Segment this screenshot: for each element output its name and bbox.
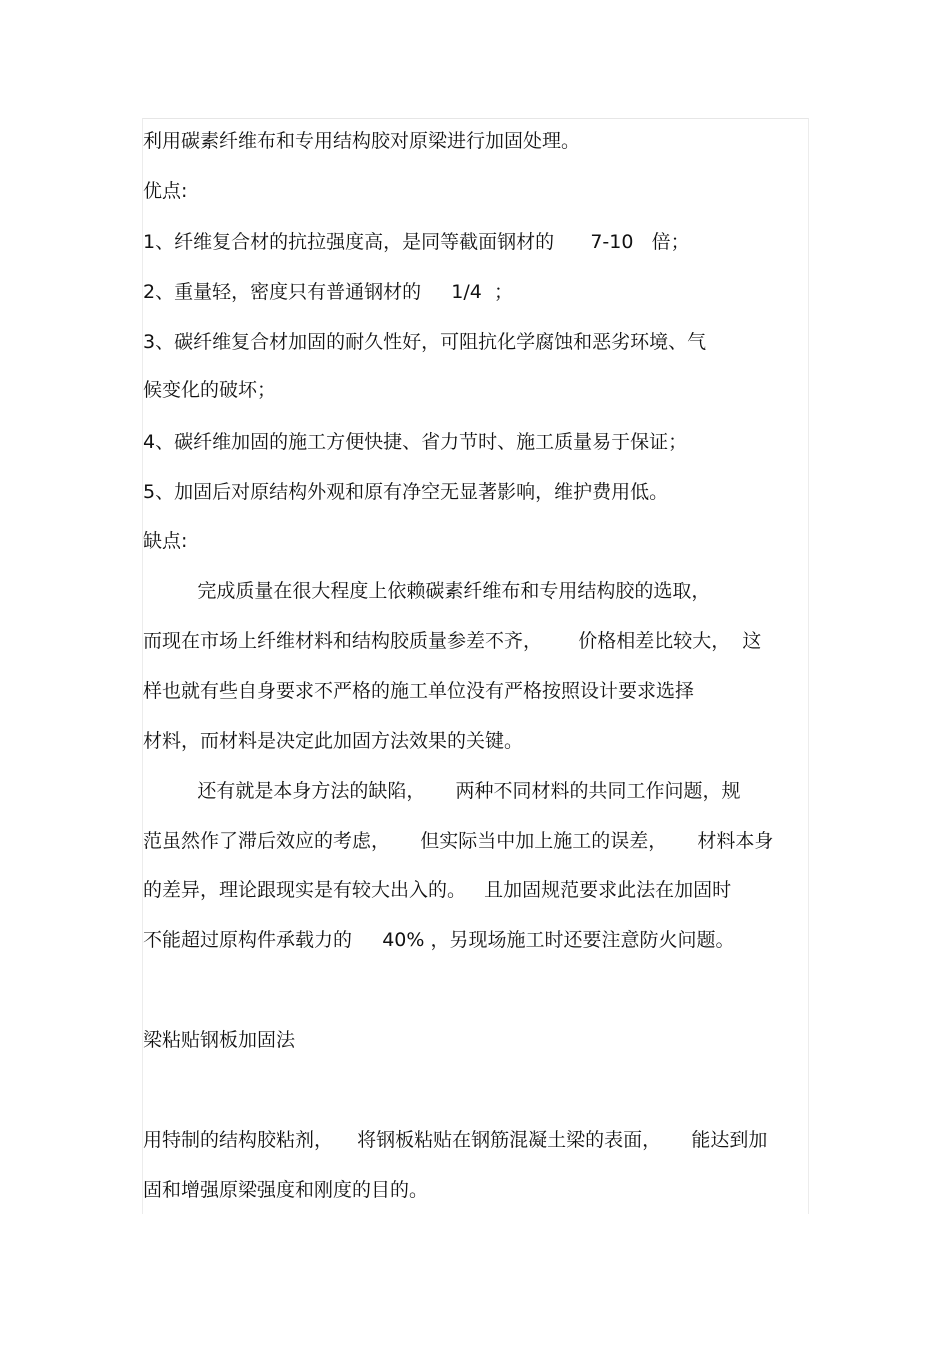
text-line-dis-2a: 还有就是本身方法的缺陷， 两种不同材料的共同工作问题，规: [143, 780, 741, 802]
text-line-adv-1: 1、纤维复合材的抗拉强度高，是同等截面钢材的 7-10 倍；: [143, 231, 690, 253]
text-line-steel-1a: 用特制的结构胶粘剂， 将钢板粘贴在钢筋混凝土梁的表面， 能达到加: [143, 1129, 768, 1151]
text-line-dis-1c: 样也就有些自身要求不严格的施工单位没有严格按照设计要求选择: [143, 680, 695, 702]
text-line-dis-2c: 的差异，理论跟现实是有较大出入的。 且加固规范要求此法在加固时: [143, 879, 732, 901]
text-line-adv-2: 2、重量轻，密度只有普通钢材的 1/4 ；: [143, 281, 513, 303]
text-line-steel-1b: 固和增强原梁强度和刚度的目的。: [143, 1179, 429, 1201]
text-line-adv-3a: 3、碳纤维复合材加固的耐久性好，可阻抗化学腐蚀和恶劣环境、气: [143, 331, 707, 353]
section-title-steel-plate: 梁粘贴钢板加固法: [143, 1029, 296, 1051]
text-line-dis-2d: 不能超过原构件承载力的 40% ，另现场施工时还要注意防火问题。: [143, 929, 735, 951]
text-line-adv-4: 4、碳纤维加固的施工方便快捷、省力节时、施工质量易于保证；: [143, 431, 688, 453]
heading-disadvantages: 缺点:: [143, 530, 188, 552]
text-line-adv-3b: 候变化的破坏；: [143, 379, 277, 401]
text-line-dis-1a: 完成质量在很大程度上依赖碳素纤维布和专用结构胶的选取，: [143, 580, 711, 602]
text-line-adv-5: 5、加固后对原结构外观和原有净空无显著影响，维护费用低。: [143, 481, 669, 503]
text-line-dis-2b: 范虽然作了滞后效应的考虑， 但实际当中加上施工的误差， 材料本身: [143, 830, 774, 852]
heading-advantages: 优点:: [143, 180, 188, 202]
text-line-dis-1d: 材料，而材料是决定此加固方法效果的关键。: [143, 730, 524, 752]
text-line-intro: 利用碳素纤维布和专用结构胶对原梁进行加固处理。: [143, 130, 581, 152]
text-line-dis-1b: 而现在市场上纤维材料和结构胶质量参差不齐， 价格相差比较大， 这: [143, 630, 762, 652]
